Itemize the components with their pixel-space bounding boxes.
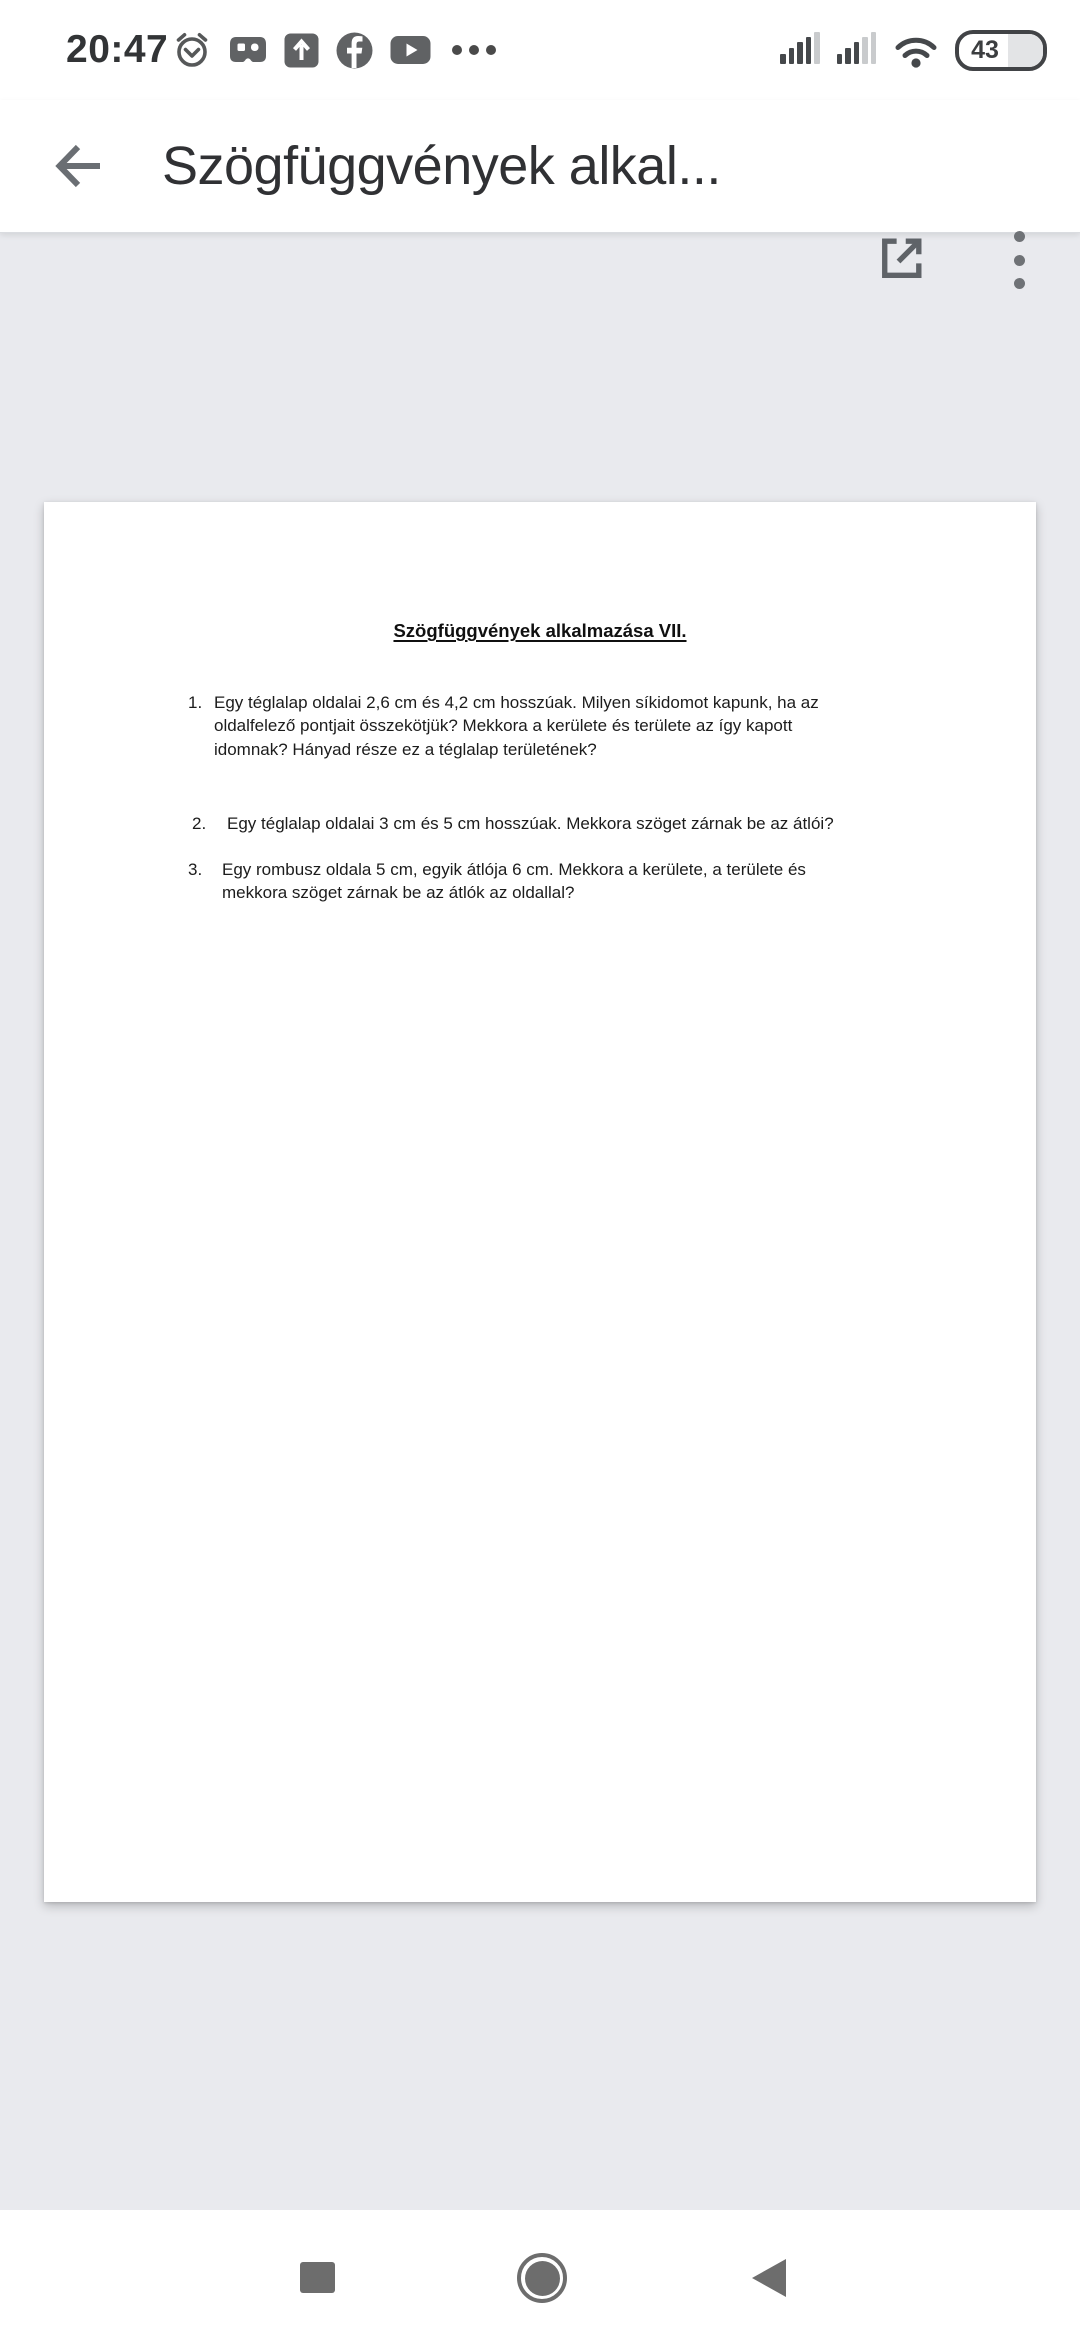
facebook-icon	[336, 32, 373, 69]
battery-percent: 43	[971, 35, 999, 64]
problem-3	[222, 858, 806, 905]
home-icon	[525, 2261, 560, 2296]
problem-1-line: oldalfelező pontjait összekötjük? Mekkora a kerülete és területe az így kapott	[214, 716, 793, 736]
document-title: Szögfüggvények alkal...	[162, 136, 721, 196]
list-number-1: 1.	[188, 693, 203, 712]
overflow-menu-button[interactable]	[1001, 229, 1037, 291]
clock-time: 20:47	[66, 28, 169, 71]
kebab-dot	[1014, 255, 1025, 266]
alarm-clock-icon	[172, 30, 212, 70]
pdf-page	[44, 502, 1036, 1902]
game-controller-icon	[229, 35, 267, 65]
open-in-new-button[interactable]	[874, 230, 930, 286]
open-in-new-icon	[874, 230, 930, 286]
problem-3-line: mekkora szöget zárnak be az átlók az oldallal?	[222, 883, 575, 903]
status-bar	[0, 0, 1080, 100]
more-notifications-icon	[452, 45, 496, 55]
problem-2-line: Egy téglalap oldalai 3 cm és 5 cm hosszúak. Mekkora szöget zárnak be az átlói?	[227, 814, 834, 833]
worksheet-heading: Szögfüggvények alkalmazása VII.	[393, 620, 687, 641]
recents-button[interactable]	[300, 2262, 335, 2293]
youtube-icon	[390, 35, 431, 65]
notification-icons	[172, 0, 496, 100]
back-arrow-icon	[50, 138, 106, 194]
battery-indicator	[955, 30, 1047, 71]
back-button[interactable]	[50, 138, 106, 194]
cellular-signal-icon-1	[780, 0, 820, 100]
document-scroll-area[interactable]	[0, 232, 1080, 2210]
problem-1-line: idomnak? Hányad része ez a téglalap területének?	[214, 739, 597, 759]
problem-3-line: Egy rombusz oldala 5 cm, egyik átlója 6 cm. Mekkora a kerülete, a területe és	[222, 860, 806, 879]
battery-fill	[1008, 34, 1043, 67]
problem-1	[214, 691, 819, 761]
home-button[interactable]	[517, 2253, 567, 2303]
app-bar	[0, 100, 1080, 232]
nav-back-button[interactable]	[752, 2259, 786, 2297]
problem-2	[227, 812, 834, 835]
kebab-dot	[1014, 278, 1025, 289]
problem-1-line: Egy téglalap oldalai 2,6 cm és 4,2 cm hosszúak. Milyen síkidomot kapunk, ha az	[214, 693, 819, 712]
list-number-2: 2.	[192, 814, 207, 833]
cellular-signal-icon-2	[837, 0, 877, 100]
list-number-3: 3.	[188, 860, 203, 879]
wifi-icon	[893, 0, 939, 100]
android-nav-bar	[0, 2210, 1080, 2340]
status-right-icons	[780, 0, 1047, 100]
upload-icon	[284, 33, 319, 68]
kebab-dot	[1014, 231, 1025, 242]
